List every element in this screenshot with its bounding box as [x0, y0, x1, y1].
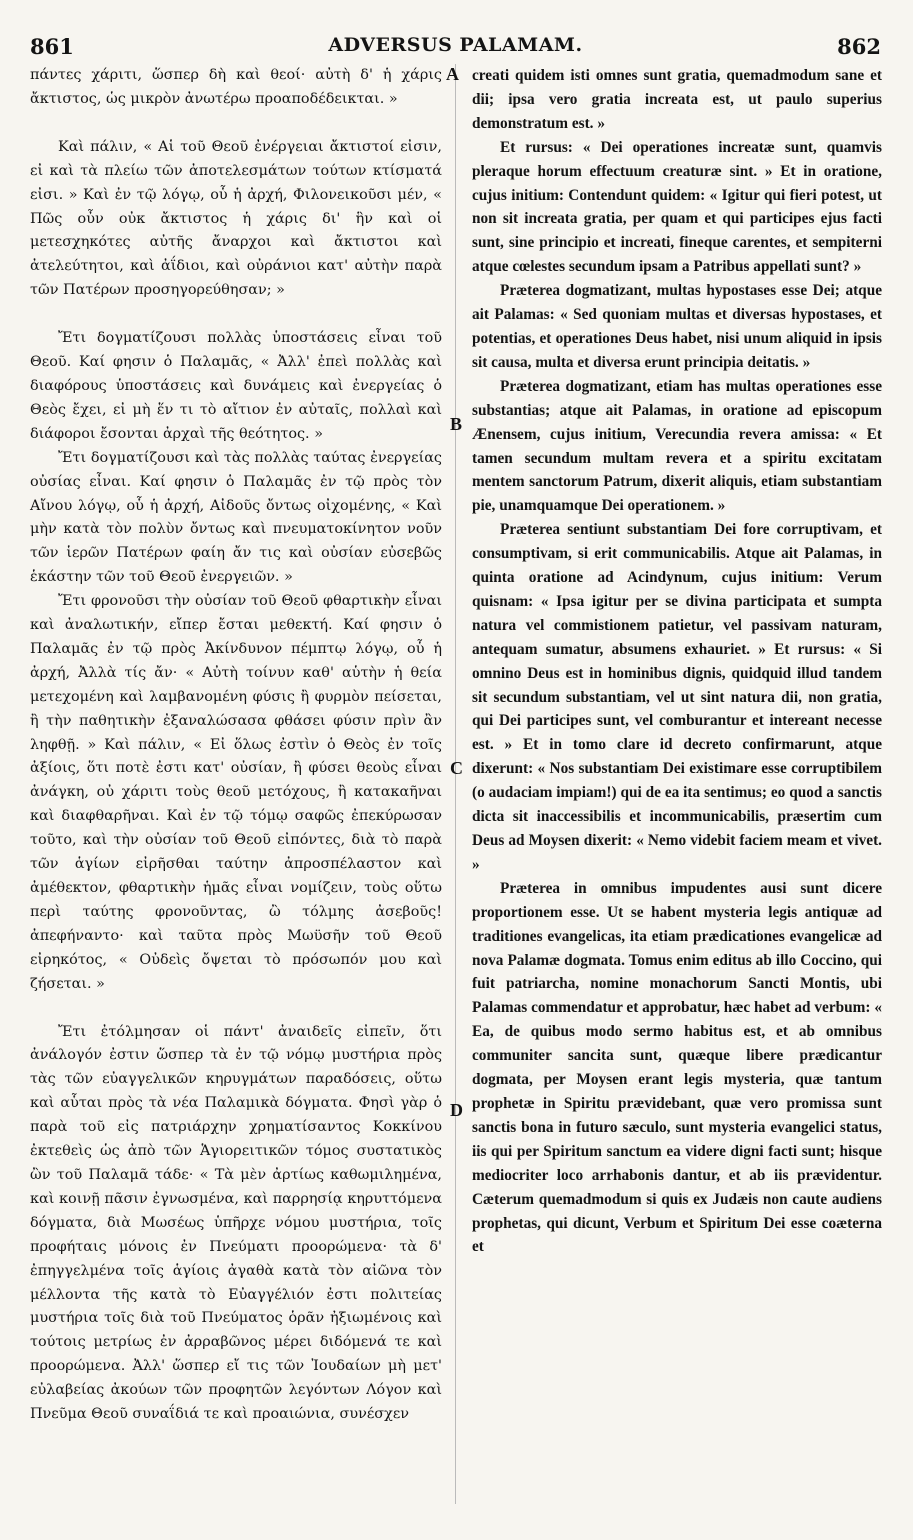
- latin-paragraph: Præterea sentiunt substantiam Dei fore corruptivam, et consumptivam, si erit communicabilis. Atque ait Palamas, in quinta oratione ad Acindynum, cujus initium: Verum quisnam: « Ipsa igitur per se divina participata et sumpta natura vel commistionem patietur, vel passivam naturam, antequam sumatur, absumens exhauriet. » Et rursus: « Si omnino Deus est in hominibus dignis, quidquid illud tandem sit secundum substantiam, vel ut sint natura dii, non gratia, qui Dei participes sunt, vel comburantur et intereant necesse est. » Et in tomo clare id decreto confirmarunt, atque dixerunt: « Nos substantiam Dei existimare esse corruptibilem (o audaciam impiam!) qui de ea ita sentimus; eo quod a sanctis dicta sit inaccessibilis et incommunicabilis, præsertim cum Deus ad Moysen dixerit: « Nemo videbit faciem meam et vivet. »: [472, 521, 882, 873]
- latin-paragraph: Præterea dogmatizant, etiam has multas operationes esse substantias; atque ait Palamas, in oratione ad episcopum Ænensem, cujus initium, Verecundia revera amissa: « Et tamen secundum multam revera et a spiritu excitatam mentem sanctorum Patrum, dixerit aliquis, etiam substantiam pie, unamquamque Dei operationem. »: [472, 377, 882, 515]
- margin-letter-b: B: [450, 414, 463, 434]
- greek-paragraph: πάντες χάριτι, ὥσπερ δὴ καὶ θεοί· αὐτὴ δ' ἡ χάρις ἄκτιστος, ὡς μικρὸν ἀνωτέρω προαποδέδεικται. »: [30, 67, 442, 107]
- margin-letter-a: A: [446, 64, 459, 84]
- latin-column: [472, 64, 882, 1259]
- latin-paragraph: creati quidem isti omnes sunt gratia, quemadmodum sane et dii; ipsa vero gratia increata est, ut paulo superius demonstratum est. »: [472, 67, 882, 132]
- column-divider: [455, 64, 456, 1504]
- page-number-right: 862: [837, 34, 881, 59]
- latin-paragraph: Et rursus: « Dei operationes increatæ sunt, quamvis pleraque horum effectuum creaturæ sint. » Et in oratione, cujus initium: Contendunt quidem: « Igitur qui fieri potest, ut non sit increata gratia, per quam et qui participes ejus facti sunt, sine principio et increati, fineque carentes, et sempiterni atque cœlestes secundum ipsam a Patribus appellati sunt? »: [472, 138, 882, 276]
- latin-paragraph: Præterea in omnibus impudentes ausi sunt dicere proportionem esse. Ut se habent mysteria legis antiquæ ad traditiones evangelicas, ita etiam prædicationes evangelicæ ad nova Palamæ dogmata. Tomus enim editus ab illo Coccino, qui fuit patriarcha, nomine monachorum Sancti Montis, ubi Palamas commendatur et approbatur, hæc habet ad verbum: « Ea, de quibus modo sermo habitus est, et ab omnibus communiter sancita sunt, quæque libere prædicantur dogmata, per Moysen erant legis mysteria, quæ tantum prophetæ in Spiritu prævidebant, quæ vero promissa sunt sanctis bona in futuro sæculo, sunt mysteria evangelici status, iis qui per Spiritum sanctum ea videre digni facti sunt; hisque mediocriter loco arrhabonis dantur, et ab iis prævidentur. Cæterum quemadmodum si quis ex Judæis non caute audiens prophetas, qui dicunt, Verbum et Spiritum Dei esse coæterna et: [472, 879, 882, 1256]
- page-header: [30, 34, 881, 64]
- greek-paragraph: Ἔτι δογματίζουσι καὶ τὰς πολλὰς ταύτας ἐνεργείας οὐσίας εἶναι. Καί φησιν ὁ Παλαμᾶς ἐν τῷ πρὸς τὸν Αἴνου λόγῳ, οὗ ἡ ἀρχή, Αἰδοῦς ὄντως οἰχομένης, « Καὶ μὴν κατὰ τὸν πολὺν ὄντως καὶ πνευματοκίνητον νοῦν τῶν ἱερῶν Πατέρων φαίη ἄν τις καὶ οὐσίαν εὐσεβῶς ἑκάστην τῶν τοῦ Θεοῦ ἐνεργειῶν. »: [30, 449, 442, 586]
- margin-letter-c: C: [450, 758, 463, 778]
- greek-column: [30, 64, 442, 1427]
- page-number-left: 861: [30, 34, 74, 59]
- greek-paragraph: Ἔτι ἐτόλμησαν οἱ πάντ' ἀναιδεῖς εἰπεῖν, ὅτι ἀνάλογόν ἐστιν ὥσπερ τὰ ἐν τῷ νόμῳ μυστήρια πρὸς τὰς τῶν εὐαγγελικῶν κηρυγμάτων παραδόσεις, οὕτω καὶ αὗται πρὸς τὰ νέα Παλαμικὰ δόγματα. Φησὶ γὰρ ὁ παρὰ τοῦ εἰς πατριάρχην χρηματίσαντος Κοκκίνου ἐκτεθεὶς ὡς ἀπὸ τῶν Ἁγιορειτικῶν τόμος συστατικὸς ὢν τοῦ Παλαμᾶ τάδε· « Τὰ μὲν ἀρτίως καθωμιλημένα, καὶ κοινῇ πᾶσιν ἐγνωσμένα, καὶ παρρησίᾳ κηρυττόμενα δόγματα, διὰ Μωσέως ὑπῆρχε νόμου μυστήρια, τοῖς προφήταις μόνοις ἐν Πνεύματι προορώμενα· τὰ δ' ἐπηγγελμένα τοῖς ἁγίοις ἀγαθὰ κατὰ τὸν αἰῶνα τὸν μέλλοντα τῆς κατὰ τὸ Εὐαγγέλιόν ἐστι πολιτείας μυστήρια τοῖς διὰ τοῦ Πνεύματος ὁρᾶν ἠξιωμένοις καὶ τούτοις μετρίως ἐν ἀρραβῶνος μέρει διδόμενά τε καὶ προορώμενα. Ἀλλ' ὥσπερ εἴ τις τῶν Ἰουδαίων μὴ μετ' εὐλαβείας ἀκούων τῶν προφητῶν λεγόντων Λόγον καὶ Πνεῦμα Θεοῦ συναΐδιά τε καὶ προαιώνια, συνέσχεν: [30, 1023, 442, 1423]
- margin-letter-d: D: [450, 1100, 463, 1120]
- running-title: ADVERSUS PALAMAM.: [328, 34, 583, 56]
- greek-paragraph: Ἔτι φρονοῦσι τὴν οὐσίαν τοῦ Θεοῦ φθαρτικὴν εἶναι καὶ ἀναλωτικήν, εἴπερ ἔσται μεθεκτή. Καί φησιν ὁ Παλαμᾶς ἐν τῷ πρὸς Ἀκίνδυνον πέμπτῳ λόγῳ, οὗ ἡ ἀρχή, Ἀλλὰ τίς ἄν· « Αὐτὴ τοίνυν καθ' αὑτὴν ἡ θεία μετεχομένη καὶ λαμβανομένη φύσις ἢ φυρμὸν πείσεται, ἢ τὴν παθητικὴν ἐξαναλώσασα φθάσει φύσιν πρὶν ἂν ληφθῇ. » Καὶ πάλιν, « Εἰ ὅλως ἐστὶν ὁ Θεὸς ἐν τοῖς ἀξίοις, ὅτι ποτὲ ἐστι κατ' οὐσίαν, ἢ φύσει θεοὺς εἶναι ἀνάγκη, οὐ χάριτι τοὺς θεοῦ μετόχους, ἢ κατακαῆναι καὶ διαφθαρῆναι. Καὶ ἐν τῷ τόμῳ σαφῶς ἐπεκύρωσαν τοῦτο, καὶ τὴν οὐσίαν τοῦ Θεοῦ εἰπόντες, διὰ τὸ παρὰ τῶν ἁγίων εἰρῆσθαι ταύτην ἀπροσπέλαστον καὶ ἀμέθεκτον, φθαρτικὴν ἡμᾶς εἶναι νομίζειν, τοὺς οὕτω περὶ ταύτης φρονοῦντας, ὢ τόλμης ἀσεβοῦς! ἀπεφήναντο· καὶ ταῦτα πρὸς Μωϋσῆν τοῦ Θεοῦ εἰρηκότος, « Οὐδεὶς ὄψεται τὸ πρόσωπόν μου καὶ ζήσεται. »: [30, 593, 442, 992]
- greek-paragraph: Ἔτι δογματίζουσι πολλὰς ὑποστάσεις εἶναι τοῦ Θεοῦ. Καί φησιν ὁ Παλαμᾶς, « Ἀλλ' ἐπεὶ πολλὰς καὶ διαφόρους ὑποστάσεις καὶ δυνάμεις καὶ ἐνεργείας ὁ Θεὸς ἔχει, εἰ μὴ ἕν τι τὸ αἴτιον ἐν αὐταῖς, πολλαὶ καὶ διάφοροι ἔσονται ἀρχαὶ τῆς θεότητος. »: [30, 330, 442, 442]
- paragraph-gap: [30, 303, 442, 327]
- paragraph-gap: [30, 997, 442, 1021]
- latin-paragraph: Præterea dogmatizant, multas hypostases esse Dei; atque ait Palamas: « Sed quoniam multas et diversas hypostases, et potentias, et operationes Deus habet, nisi unum aliquid in ipsis sit causa, multa et diversa erunt principia deitatis. »: [472, 282, 882, 371]
- greek-paragraph: Καὶ πάλιν, « Αἱ τοῦ Θεοῦ ἐνέργειαι ἄκτιστοί εἰσιν, εἰ καὶ τὰ πλείω τῶν ἀποτελεσμάτων τούτων κτίσματά εἰσι. » Καὶ ἐν τῷ λόγῳ, οὗ ἡ ἀρχή, Φιλονεικοῦσι μέν, « Πῶς οὖν οὐκ ἄκτιστος ἡ χάρις δι' ἣν καὶ οἱ μετεσχηκότες αὐτῆς ἄναρχοι καὶ ἄκτιστοι καὶ ἀτελεύτητοι, καὶ ἀΐδιοι, καὶ οὐράνιοι κατ' αὐτὴν παρὰ τῶν Πατέρων προσηγορεύθησαν; »: [30, 138, 442, 299]
- paragraph-gap: [30, 112, 442, 136]
